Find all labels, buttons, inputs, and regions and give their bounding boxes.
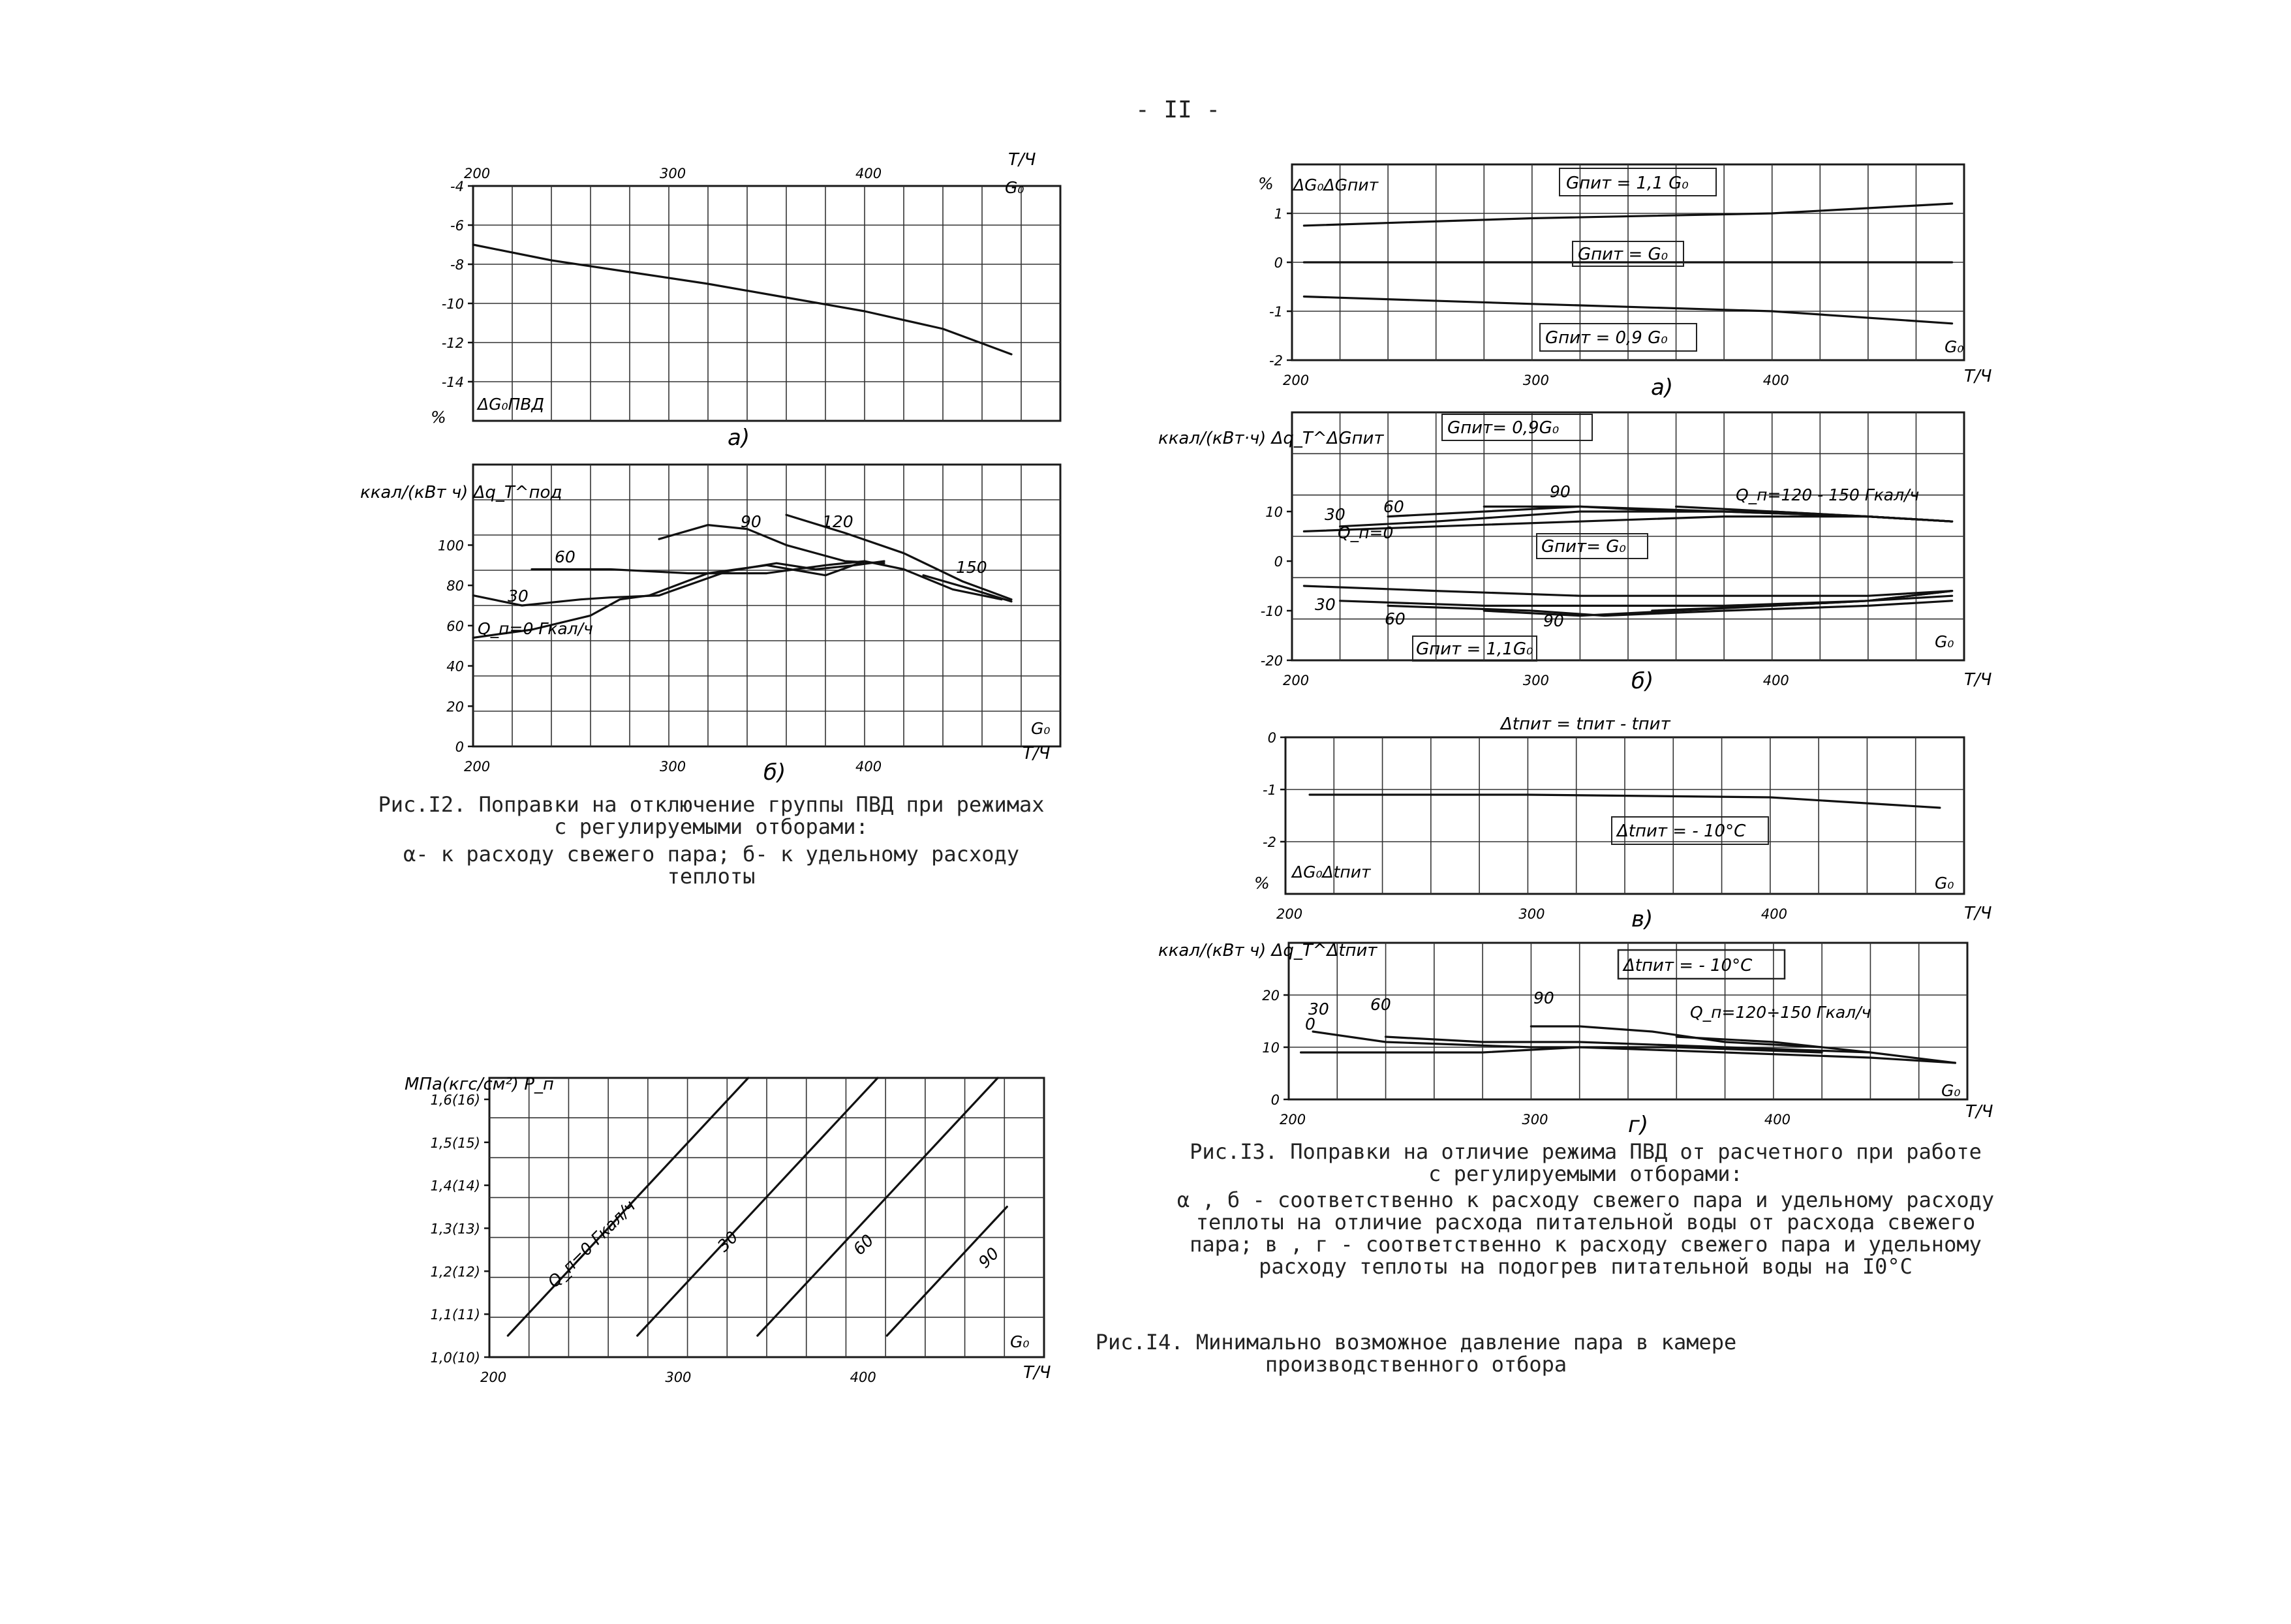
f13b-series-60: 60 bbox=[1383, 497, 1404, 516]
fig14-ytick-label: 1,5(15) bbox=[430, 1135, 480, 1151]
fig13g-ytick-label: 10 bbox=[1262, 1040, 1280, 1056]
page-number: - II - bbox=[1135, 97, 1221, 123]
fig13b-xtick-label: 200 bbox=[1283, 673, 1310, 688]
f13g-qp-label: Q_п=120÷150 Гкал/ч bbox=[1690, 1003, 1871, 1022]
f13g-box-text: Δtпит = - 10°С bbox=[1623, 956, 1753, 975]
fig14-ytick-label: 1,3(13) bbox=[430, 1221, 480, 1237]
f13g-series-30: 30 bbox=[1308, 1000, 1329, 1019]
f14-xlabel: G₀ bbox=[1010, 1332, 1030, 1351]
fig12-title bbox=[352, 793, 1070, 838]
fig14-series-2-line bbox=[758, 1078, 998, 1336]
fig13v-ytick-label: 0 bbox=[1267, 730, 1276, 746]
fig13a-xtick-label: 200 bbox=[1283, 373, 1310, 388]
fig14-ytick-label: 1,6(16) bbox=[430, 1092, 480, 1108]
f13g-series-0: 0 bbox=[1305, 1015, 1315, 1034]
fig13b-ytick-label: -10 bbox=[1260, 604, 1283, 619]
f13b-series-0: Q_п=0 bbox=[1338, 523, 1394, 542]
fig13-legend-line: α , б - соответственно к расходу свежего пара и удельному расходу bbox=[1176, 1187, 1995, 1212]
fig12a-xtick-label: 300 bbox=[660, 166, 686, 181]
f12b-panel-letter: б) bbox=[763, 759, 786, 786]
fig14-series-1-line bbox=[638, 1078, 878, 1336]
f13g-panel-letter: г) bbox=[1628, 1112, 1649, 1138]
f13a-panel-letter: а) bbox=[1651, 375, 1674, 401]
fig12b-series-2-line bbox=[532, 561, 865, 574]
fig13-title-line: с регулируемыми отборами: bbox=[1428, 1161, 1743, 1186]
fig14-ytick-label: 1,2(12) bbox=[430, 1264, 480, 1280]
f14-series-90: 90 bbox=[974, 1244, 1003, 1272]
fig12a-ytick-label: -8 bbox=[450, 257, 464, 273]
fig12a-ytick-label: -12 bbox=[441, 335, 464, 351]
f14-ylabel: МПа(кгс/см²) P_п bbox=[405, 1075, 554, 1094]
fig13a-xtick-label: 300 bbox=[1522, 373, 1549, 388]
fig12a-ytick-label: -10 bbox=[441, 296, 464, 312]
fig12b-xtick-label: 200 bbox=[464, 759, 491, 774]
fig14-ytick-label: 1,4(14) bbox=[430, 1178, 480, 1194]
f13a-unit: Т/Ч bbox=[1964, 367, 1992, 386]
f12b-series-0: Q_п=0 Гкал/ч bbox=[478, 619, 593, 638]
fig13v-xtick-label: 400 bbox=[1761, 906, 1787, 922]
fig13b-ytick-label: 10 bbox=[1265, 504, 1283, 520]
fig13a-xtick-label: 400 bbox=[1762, 373, 1789, 388]
fig14-title bbox=[1031, 1331, 1801, 1375]
fig12a-xtick-label: 200 bbox=[464, 166, 491, 181]
f13g-series-90: 90 bbox=[1533, 988, 1554, 1007]
fig12-title-line: с регулируемыми отборами: bbox=[554, 814, 869, 839]
fig13b-series-4-line bbox=[1676, 506, 1952, 521]
f13g-xlabel: G₀ bbox=[1941, 1081, 1961, 1100]
fig13g-xtick-label: 400 bbox=[1764, 1112, 1791, 1127]
fig14-title-line: производственного отбора bbox=[1265, 1352, 1567, 1377]
fig14-series-3-line bbox=[887, 1207, 1007, 1336]
f13b-xlabel: G₀ bbox=[1935, 632, 1954, 651]
f13b-box-top-text: Gпит= 0,9G₀ bbox=[1447, 418, 1560, 438]
fig12a-series-0-line bbox=[473, 245, 1011, 354]
fig14-xtick-label: 200 bbox=[480, 1370, 507, 1385]
f14-unit: Т/Ч bbox=[1023, 1363, 1051, 1383]
fig12a-xtick-label: 400 bbox=[855, 166, 882, 181]
fig12b-ytick-label: 20 bbox=[446, 699, 464, 715]
f13v-ylabel: % bbox=[1254, 874, 1270, 893]
f13b-unit: Т/Ч bbox=[1964, 670, 1992, 690]
f12b-series-30: 30 bbox=[508, 587, 529, 605]
fig12b-series-5-line bbox=[923, 575, 1011, 602]
f13b-box-bot-text: Gпит = 1,1G₀ bbox=[1416, 639, 1533, 659]
fig14-ytick-label: 1,1(11) bbox=[430, 1307, 480, 1323]
fig13v-ytick-label: -1 bbox=[1263, 782, 1276, 798]
f12b-unit: Т/Ч bbox=[1022, 744, 1051, 763]
f13b-lower-30: 30 bbox=[1315, 595, 1336, 614]
fig12b-ytick-label: 40 bbox=[446, 658, 464, 675]
f13v-panel-letter: в) bbox=[1631, 906, 1653, 932]
fig13g-xtick-label: 200 bbox=[1280, 1112, 1306, 1127]
fig13v-xtick-label: 200 bbox=[1276, 906, 1303, 922]
f13a-symbol: ΔG₀ΔGпит bbox=[1293, 176, 1379, 194]
fig13-title-line: Рис.I3. Поправки на отличие режима ПВД от расчетного при работе bbox=[1190, 1139, 1982, 1164]
f14-series-60: 60 bbox=[849, 1231, 878, 1259]
fig14-xtick-label: 400 bbox=[850, 1370, 876, 1385]
fig12-legend bbox=[352, 843, 1070, 887]
f14-series-0: Q_п=0 Гкал/ч bbox=[544, 1196, 639, 1292]
fig12b-xtick-label: 400 bbox=[855, 759, 882, 774]
f13b-box-mid-text: Gпит= G₀ bbox=[1541, 537, 1626, 557]
fig13-legend-line: пара; в , г - соответственно к расходу свежего пара и удельному bbox=[1190, 1232, 1982, 1257]
fig13b-ytick-label: 0 bbox=[1274, 554, 1283, 570]
fig13v-xtick-label: 300 bbox=[1518, 906, 1545, 922]
fig12a-ytick-label: -14 bbox=[441, 375, 464, 390]
f12b-ylabel: ккал/(кВт ч) Δq_Т^под bbox=[360, 483, 562, 502]
f12b-series-90: 90 bbox=[741, 512, 761, 531]
f13v-unit: Т/Ч bbox=[1964, 904, 1992, 923]
f13b-qp-label: Q_п=120 - 150 Гкал/ч bbox=[1736, 485, 1920, 504]
f13v-title: Δtпит = tпит - tпит bbox=[1501, 714, 1670, 734]
f12b-series-60: 60 bbox=[555, 547, 576, 566]
fig14-ytick-label: 1,0(10) bbox=[430, 1350, 480, 1366]
f12a-xlabel: G₀ bbox=[1005, 178, 1024, 197]
f13v-box-text: Δtпит = - 10°С bbox=[1617, 821, 1746, 841]
f13b-series-90: 90 bbox=[1550, 482, 1571, 501]
f13a-xlabel: G₀ bbox=[1945, 337, 1964, 356]
f13a-box-3-text: Gпит = 0,9 G₀ bbox=[1545, 328, 1668, 348]
f12a-unit: Т/Ч bbox=[1008, 150, 1036, 170]
f13a-box-2-text: Gпит = G₀ bbox=[1578, 245, 1668, 264]
fig13a-ytick-label: -1 bbox=[1269, 304, 1283, 320]
fig13a-ytick-label: 0 bbox=[1274, 255, 1283, 271]
f13v-xlabel: G₀ bbox=[1935, 874, 1954, 893]
f12a-panel-letter: а) bbox=[728, 425, 750, 451]
f12a-symbol: ΔG₀ПВД bbox=[478, 395, 544, 414]
f13a-ylabel: % bbox=[1258, 174, 1274, 193]
f12b-xlabel: G₀ bbox=[1031, 719, 1051, 738]
f12b-series-120: 120 bbox=[822, 512, 853, 531]
fig13b-ytick-label: -20 bbox=[1260, 653, 1283, 669]
fig13a-ytick-label: 1 bbox=[1274, 206, 1283, 222]
f13v-symbol: ΔG₀Δtпит bbox=[1292, 863, 1371, 881]
fig13b-xtick-label: 400 bbox=[1762, 673, 1789, 688]
fig13b-xtick-label: 300 bbox=[1522, 673, 1549, 688]
fig13-title bbox=[1129, 1141, 2042, 1185]
f13b-lower-90: 90 bbox=[1543, 611, 1564, 630]
fig12a-ytick-label: -6 bbox=[450, 218, 464, 234]
fig12-legend-line: теплоты bbox=[667, 864, 756, 889]
f13g-ylabel: ккал/(кВт ч) Δq_Т^Δtпит bbox=[1158, 941, 1377, 960]
f13b-series-30: 30 bbox=[1325, 505, 1345, 524]
fig13g-ytick-label: 0 bbox=[1270, 1092, 1280, 1108]
f12a-ylabel: % bbox=[431, 408, 446, 427]
fig13-legend bbox=[1129, 1189, 2042, 1278]
fig13a-ytick-label: -2 bbox=[1269, 353, 1283, 369]
fig13b-series-7-line bbox=[1388, 601, 1952, 616]
fig13-legend-line: расходу теплоты на подогрев питательной воды на I0°С bbox=[1259, 1254, 1913, 1279]
fig12-legend-line: α- к расходу свежего пара; б- к удельному расходу bbox=[403, 842, 1019, 866]
fig13g-xtick-label: 300 bbox=[1522, 1112, 1548, 1127]
fig12a-ytick-label: -4 bbox=[450, 179, 464, 194]
f13b-lower-60: 60 bbox=[1385, 609, 1406, 628]
fig12b-xtick-label: 300 bbox=[660, 759, 686, 774]
f13g-series-60: 60 bbox=[1370, 995, 1391, 1014]
fig12b-ytick-label: 60 bbox=[446, 618, 464, 634]
fig12-title-line: Рис.I2. Поправки на отключение группы ПВД при режимах bbox=[378, 792, 1045, 817]
fig12b-ytick-label: 0 bbox=[455, 739, 464, 755]
f13b-panel-letter: б) bbox=[1631, 668, 1654, 694]
fig12b-ytick-label: 100 bbox=[437, 538, 464, 554]
fig13g-ytick-label: 20 bbox=[1262, 988, 1280, 1004]
fig13v-ytick-label: -2 bbox=[1263, 835, 1276, 850]
fig12b-ytick-label: 80 bbox=[446, 578, 464, 594]
f13b-ylabel: ккал/(кВт·ч) Δq_Т^ΔGпит bbox=[1158, 429, 1384, 448]
f13g-unit: Т/Ч bbox=[1965, 1102, 1993, 1122]
f13a-box-1-text: Gпит = 1,1 G₀ bbox=[1566, 174, 1689, 193]
fig14-title-line: Рис.I4. Минимально возможное давление пара в камере bbox=[1095, 1330, 1737, 1355]
fig13-legend-line: теплоты на отличие расхода питательной воды от расхода свежего bbox=[1195, 1210, 1976, 1234]
fig14-xtick-label: 300 bbox=[665, 1370, 692, 1385]
fig12b-series-4-line bbox=[786, 515, 1011, 600]
f14-series-30: 30 bbox=[713, 1227, 742, 1256]
f12b-series-150: 150 bbox=[956, 558, 987, 577]
